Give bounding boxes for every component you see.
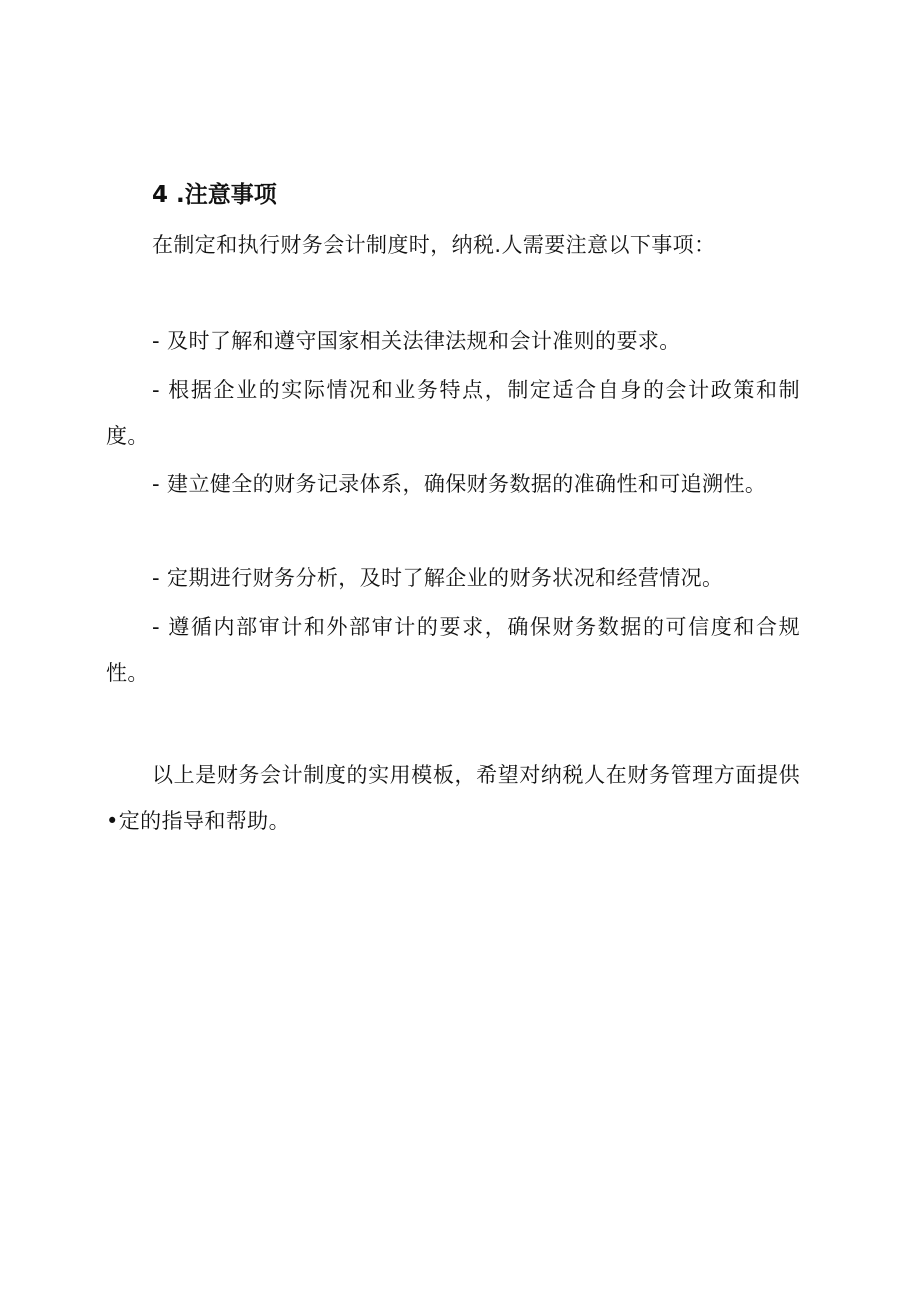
conclusion-paragraph: 以上是财务会计制度的实用模板，希望对纳税人在财务管理方面提供•定的指导和帮助。 (106, 763, 800, 833)
list-item: - 建立健全的财务记录体系，确保财务数据的准确性和可追溯性。 (152, 472, 767, 496)
list-item: - 根据企业的实际情况和业务特点，制定适合自身的会计政策和制度。 (106, 378, 800, 448)
list-item: - 定期进行财务分析，及时了解企业的财务状况和经营情况。 (152, 566, 724, 590)
intro-paragraph: 在制定和执行财务会计制度时，纳税.人需要注意以下事项： (152, 233, 716, 257)
list-item: - 遵循内部审计和外部审计的要求，确保财务数据的可信度和合规性。 (106, 615, 800, 685)
list-item: - 及时了解和遵守国家相关法律法规和会计准则的要求。 (152, 329, 681, 353)
section-heading: 4 .注意事项 (152, 182, 277, 208)
